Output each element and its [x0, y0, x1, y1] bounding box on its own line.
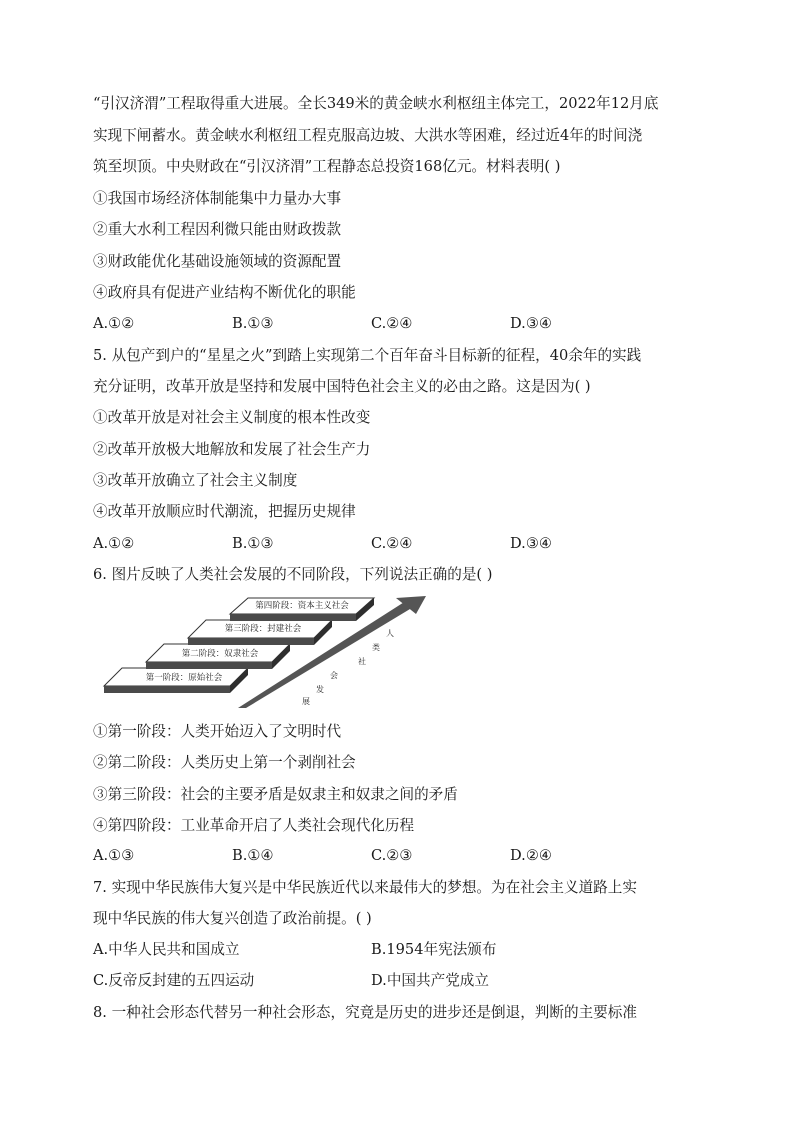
q4-option-a[interactable]: A.①②: [93, 315, 135, 332]
q6-option-d[interactable]: D.②④: [510, 847, 552, 864]
q4-option-c[interactable]: C.②④: [371, 315, 413, 332]
step-1-riser: [104, 686, 230, 693]
q4-statement-4: ④政府具有促进产业结构不断优化的职能: [93, 284, 356, 301]
q4-statement-3: ③财政能优化基础设施领域的资源配置: [93, 253, 342, 270]
q5-statement-1: ①改革开放是对社会主义制度的根本性改变: [93, 409, 371, 426]
q4-material-line-1: “引汉济渭”工程取得重大进展。全长349米的黄金峡水利枢纽主体完工，2022年12月底: [93, 95, 659, 112]
q6-option-c[interactable]: C.②③: [371, 847, 413, 864]
step-4-label: 第四阶段：资本主义社会: [255, 601, 349, 611]
step-1-label: 第一阶段：原始社会: [145, 673, 223, 683]
step-3-label: 第三阶段：封建社会: [224, 624, 302, 634]
step-2-riser: [146, 662, 272, 669]
q4-material-line-2: 实现下闸蓄水。黄金峡水利枢纽工程克服高边坡、大洪水等困难，经过近4年的时间浇: [93, 127, 643, 144]
arrow-char-2: 类: [372, 643, 380, 652]
q5-statement-4: ④改革开放顺应时代潮流，把握历史规律: [93, 503, 356, 520]
q7-stem-line-2: 现中华民族的伟大复兴创造了政治前提。( ): [93, 910, 372, 927]
q7-option-d[interactable]: D.中国共产党成立: [371, 972, 489, 989]
q6-stem: 6. 图片反映了人类社会发展的不同阶段，下列说法正确的是( ): [93, 566, 493, 583]
q4-statement-2: ②重大水利工程因利微只能由财政拨款: [93, 221, 342, 238]
q4-option-b[interactable]: B.①③: [232, 315, 274, 332]
q6-statement-3: ③第三阶段：社会的主要矛盾是奴隶主和奴隶之间的矛盾: [93, 786, 458, 803]
step-2-label: 第二阶段：奴隶社会: [181, 649, 259, 659]
q8-stem-line-1: 8. 一种社会形态代替另一种社会形态，究竟是历史的进步还是倒退，判断的主要标准: [93, 1004, 637, 1021]
q6-option-a[interactable]: A.①③: [93, 847, 135, 864]
q7-options-row-2: [93, 971, 705, 991]
q6-options: [93, 846, 705, 866]
q5-stem-line-2: 充分证明，改革开放是坚持和发展中国特色社会主义的必由之路。这是因为( ): [93, 378, 591, 395]
q5-option-a[interactable]: A.①②: [93, 535, 135, 552]
q6-statement-2: ②第二阶段：人类历史上第一个剥削社会: [93, 754, 356, 771]
q7-stem-line-1: 7. 实现中华民族伟大复兴是中华民族近代以来最伟大的梦想。为在社会主义道路上实: [93, 879, 637, 896]
q4-statement-1: ①我国市场经济体制能集中力量办大事: [93, 190, 342, 207]
q5-option-b[interactable]: B.①③: [232, 535, 274, 552]
arrow-char-1: 人: [386, 629, 394, 638]
q7-options-row-1: [93, 940, 705, 960]
q7-option-b[interactable]: B.1954年宪法颁布: [371, 941, 497, 958]
q6-statement-4: ④第四阶段：工业革命开启了人类社会现代化历程: [93, 817, 415, 834]
q4-option-d[interactable]: D.③④: [510, 315, 552, 332]
stairs-diagram: [100, 594, 430, 712]
q7-option-a[interactable]: A.中华人民共和国成立: [93, 941, 240, 958]
q4-options: [93, 314, 705, 334]
q5-options: [93, 534, 705, 554]
arrow-char-6: 展: [302, 697, 310, 706]
q6-option-b[interactable]: B.①④: [232, 847, 274, 864]
q4-material-line-3: 筑至坝顶。中央财政在“引汉济渭”工程静态总投资168亿元。材料表明( ): [93, 158, 561, 175]
step-4-riser: [230, 614, 356, 621]
arrow-char-5: 发: [316, 685, 324, 694]
q5-statement-2: ②改革开放极大地解放和发展了社会生产力: [93, 441, 371, 458]
arrow-char-4: 会: [330, 671, 338, 680]
step-3-riser: [188, 638, 314, 645]
q5-stem-line-1: 5. 从包产到户的“星星之火”到踏上实现第二个百年奋斗目标新的征程，40余年的实践: [93, 347, 642, 364]
arrow-char-3: 社: [358, 657, 366, 666]
q5-statement-3: ③改革开放确立了社会主义制度: [93, 472, 298, 489]
q5-option-d[interactable]: D.③④: [510, 535, 552, 552]
q6-statement-1: ①第一阶段：人类开始迈入了文明时代: [93, 723, 342, 740]
society-stages-figure: [100, 594, 430, 712]
q5-option-c[interactable]: C.②④: [371, 535, 413, 552]
q7-option-c[interactable]: C.反帝反封建的五四运动: [93, 972, 255, 989]
